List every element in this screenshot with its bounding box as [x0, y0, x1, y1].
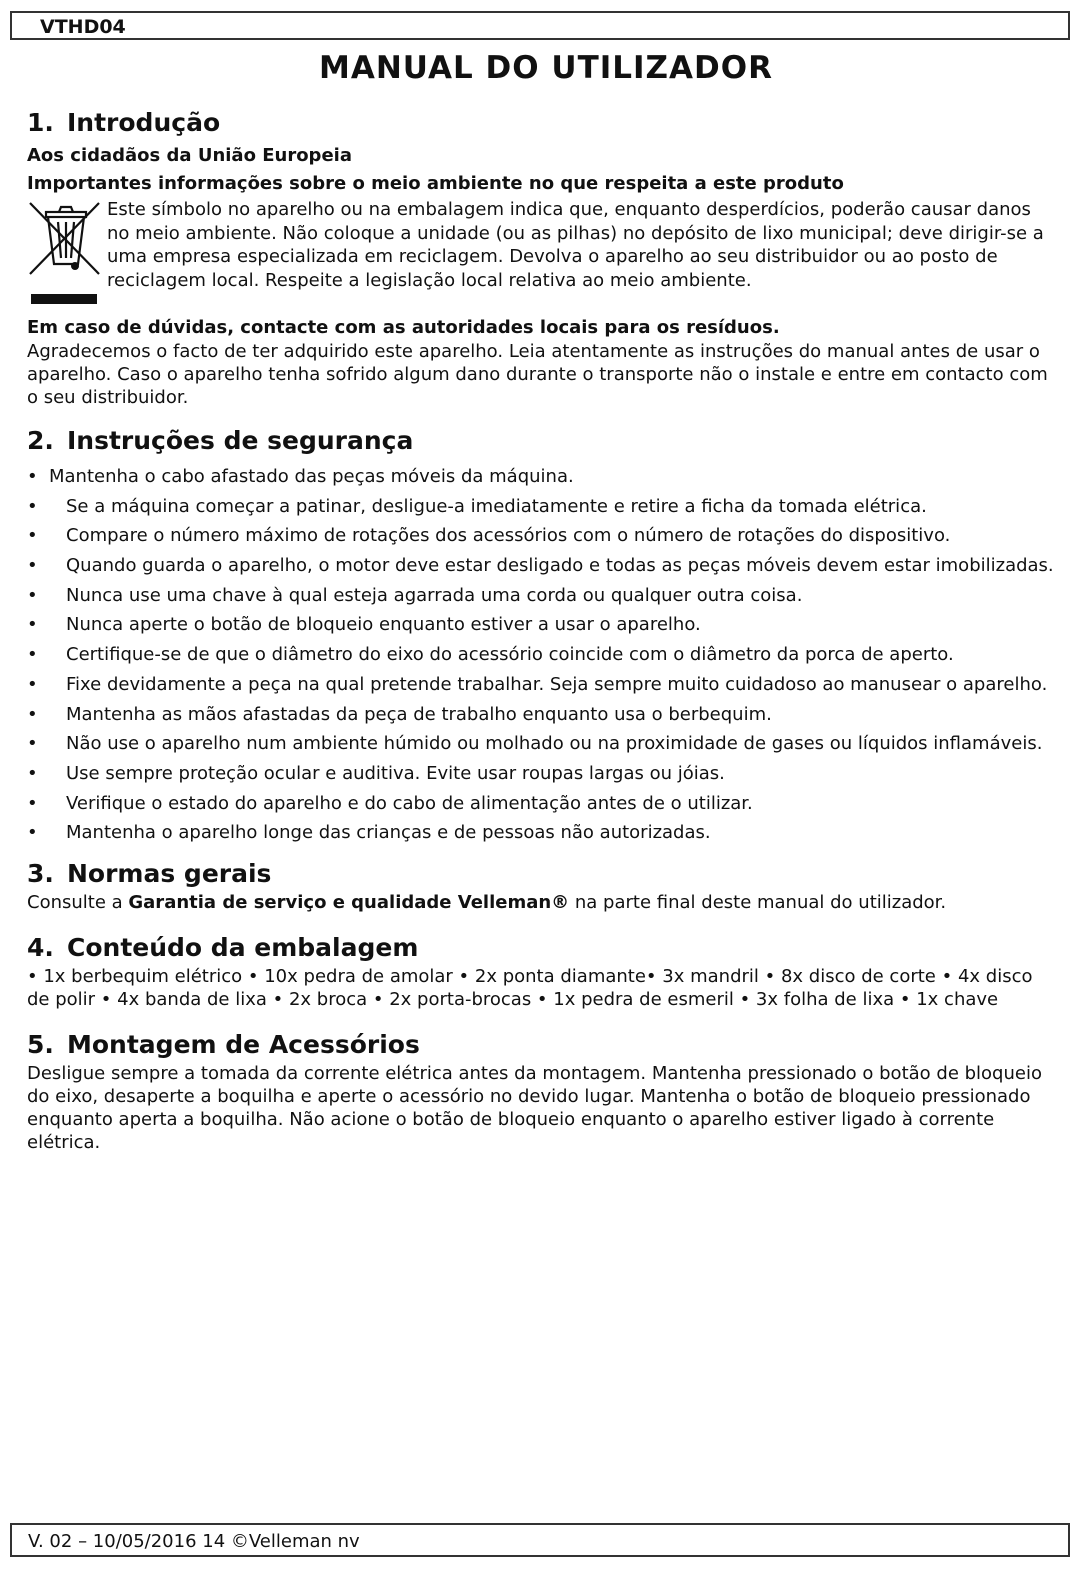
- safety-item-text: Nunca use uma chave à qual esteja agarrada uma corda ou qualquer outra coisa.: [66, 584, 803, 606]
- bullet-icon: •: [27, 584, 38, 606]
- environment-subheading: Importantes informações sobre o meio ambiente no que respeita a este produto: [27, 173, 844, 194]
- bullet-icon: •: [27, 614, 38, 636]
- safety-item-text: Use sempre proteção ocular e auditiva. Evite usar roupas largas ou jóias.: [66, 762, 725, 784]
- safety-item: [27, 704, 1057, 726]
- bullet-icon: •: [27, 733, 38, 755]
- safety-item: [27, 674, 1057, 696]
- safety-item-text: Não use o aparelho num ambiente húmido ou molhado ou na proximidade de gases ou líquidos inflamáveis.: [66, 733, 1043, 755]
- safety-item: [27, 496, 1057, 518]
- safety-item-text: Mantenha as mãos afastadas da peça de trabalho enquanto usa o berbequim.: [66, 703, 772, 725]
- safety-item-text: Se a máquina começar a patinar, desligue-a imediatamente e retire a ficha da tomada elétrica.: [66, 495, 927, 517]
- bullet-icon: •: [27, 644, 38, 666]
- safety-item-text: Fixe devidamente a peça na qual pretende trabalhar. Seja sempre muito cuidadoso ao manusear o aparelho.: [66, 673, 1048, 695]
- safety-item-text: Mantenha o aparelho longe das crianças e de pessoas não autorizadas.: [66, 822, 711, 844]
- header-box: [10, 11, 1070, 40]
- safety-item-text: Nunca aperte o botão de bloqueio enquanto estiver a usar o aparelho.: [66, 614, 701, 636]
- safety-item: [27, 585, 1057, 607]
- weee-crossed-bin-icon: [27, 198, 101, 308]
- bullet-icon: •: [27, 703, 38, 725]
- bullet-icon: •: [27, 525, 38, 547]
- safety-item: [27, 733, 1057, 755]
- weee-text: Este símbolo no aparelho ou na embalagem indica que, enquanto desperdícios, poderão causar danos no meio ambiente. Não coloque a unidade (ou as pilhas) no depósito de lixo municipal; deve dirigir-se a uma empresa especializada em reciclagem. Devolva o aparelho ao seu distribuidor ou ao posto de reciclagem local. Respeite a legislação local relativa ao meio ambiente.: [107, 199, 1044, 291]
- general-norms-paragraph: Consulte a Garantia de serviço e qualidade Velleman® na parte final deste manual do utilizador.: [27, 892, 947, 914]
- safety-item: [27, 822, 1057, 844]
- page-title: MANUAL DO UTILIZADOR: [319, 50, 773, 86]
- safety-item-text: Mantenha o cabo afastado das peças móveis da máquina.: [49, 466, 574, 487]
- mounting-paragraph: Desligue sempre a tomada da corrente elétrica antes da montagem. Mantenha pressionado o botão de bloqueio do eixo, desaperte a boquilha e aperte o acessório no devido lugar. Mantenha o botão de bloqueio pressionado enquanto aperta a boquilha. Não acione o botão de bloqueio enquanto o aparelho estiver ligado à corrente elétrica.: [27, 1063, 1042, 1154]
- bullet-icon: •: [27, 762, 38, 784]
- product-code: VTHD04: [40, 16, 126, 38]
- weee-block: [27, 198, 1057, 315]
- section-heading-intro: 1. Introdução: [27, 108, 221, 137]
- safety-list: [27, 466, 1057, 844]
- safety-item: [27, 466, 1057, 488]
- footer-box: [10, 1523, 1070, 1557]
- thanks-paragraph: Agradecemos o facto de ter adquirido este aparelho. Leia atentamente as instruções do manual antes de usar o aparelho. Caso o aparelho tenha sofrido algum dano durante o transporte não o instale e entre em contacto com o seu distribuidor.: [27, 341, 1048, 408]
- safety-item: [27, 614, 1057, 636]
- doubts-note: Em caso de dúvidas, contacte com as autoridades locais para os resíduos.: [27, 317, 780, 338]
- bullet-icon: •: [27, 792, 38, 814]
- bullet-icon: •: [27, 495, 38, 517]
- safety-item: [27, 644, 1057, 666]
- package-contents: • 1x berbequim elétrico • 10x pedra de amolar • 2x ponta diamante• 3x mandril • 8x disco de corte • 4x disco de polir • 4x banda de lixa • 2x broca • 2x porta-brocas • 1x pedra de esmeril • 3x folha de lixa • 1x chave: [27, 966, 1033, 1011]
- warranty-reference: Garantia de serviço e qualidade Velleman®: [128, 892, 570, 914]
- bullet-icon: •: [27, 673, 38, 695]
- section-heading-general: 3. Normas gerais: [27, 859, 272, 889]
- safety-item-text: Quando guarda o aparelho, o motor deve estar desligado e todas as peças móveis devem estar imobilizadas.: [66, 555, 1054, 577]
- document-body: [27, 106, 1057, 1154]
- bullet-icon: •: [27, 466, 38, 487]
- safety-item: [27, 763, 1057, 785]
- safety-item: [27, 555, 1057, 577]
- safety-item-text: Verifique o estado do aparelho e do cabo de alimentação antes de o utilizar.: [66, 792, 753, 814]
- safety-item-text: Compare o número máximo de rotações dos acessórios com o número de rotações do dispositivo.: [66, 525, 951, 547]
- bullet-icon: •: [27, 822, 38, 844]
- section-heading-safety: 2. Instruções de segurança: [27, 426, 414, 455]
- safety-item: [27, 525, 1057, 547]
- footer-version: V. 02 – 10/05/2016 14 ©Velleman nv: [28, 1531, 360, 1552]
- safety-item-text: Certifique-se de que o diâmetro do eixo do acessório coincide com o diâmetro da porca de aperto.: [66, 644, 954, 666]
- section-heading-contents: 4. Conteúdo da embalagem: [27, 933, 419, 963]
- eu-citizens-subheading: Aos cidadãos da União Europeia: [27, 145, 352, 166]
- section-heading-mounting: 5. Montagem de Acessórios: [27, 1030, 420, 1060]
- safety-item: [27, 793, 1057, 815]
- bullet-icon: •: [27, 555, 38, 577]
